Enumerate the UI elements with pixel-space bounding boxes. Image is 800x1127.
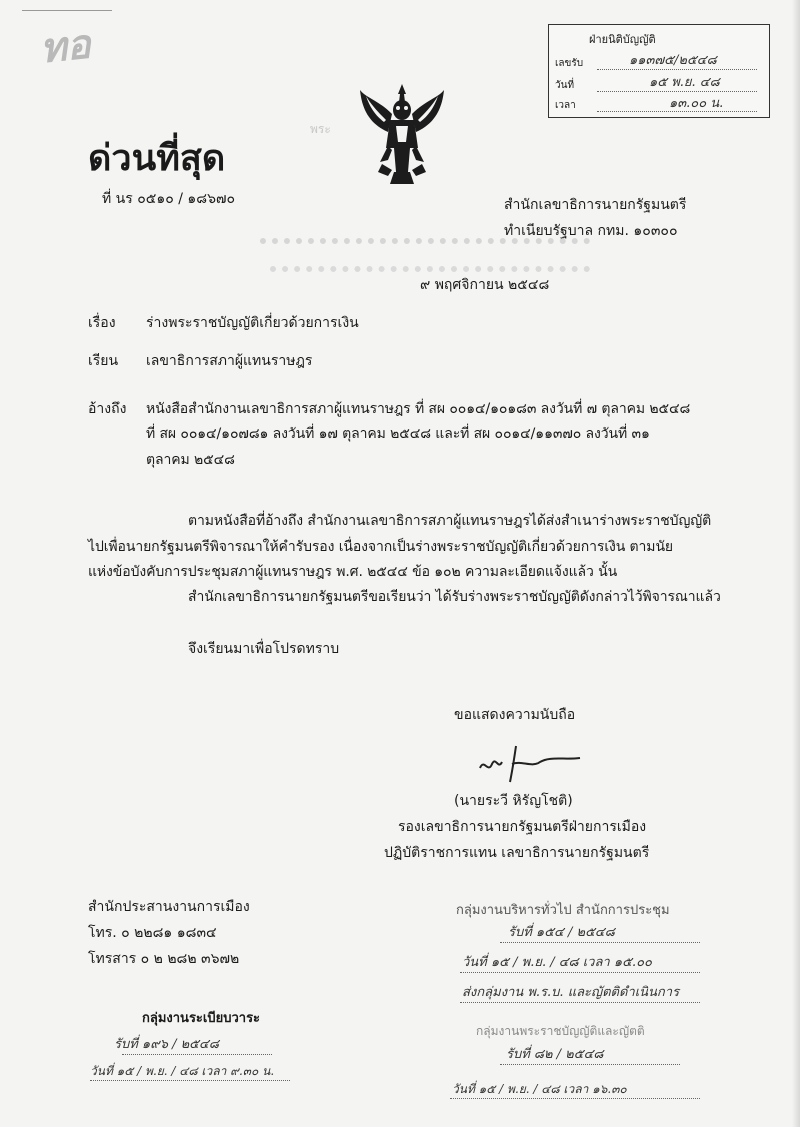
closing-phrase: ขอแสดงความนับถือ: [454, 707, 576, 723]
to-value: เลขาธิการสภาผู้แทนราษฎร: [146, 353, 313, 369]
receipt-stamp-title: ฝ่ายนิติบัญญัติ: [589, 33, 656, 46]
signatory-name: (นายระวี หิรัญโชติ): [454, 793, 573, 809]
urgency-label: ด่วนที่สุด: [88, 137, 226, 179]
stamp-bl-box: [92, 1010, 302, 1082]
stamp-br-title: กลุ่มงานบริหารทั่วไป สำนักการประชุม: [456, 903, 670, 918]
receipt-date-value: ๑๕ พ.ย. ๔๘: [649, 75, 720, 90]
body-line: ตามหนังสือที่อ้างถึง สำนักงานเลขาธิการสภาผู้แทนราษฎรได้ส่งสำเนาร่างพระราชบัญญัติ: [188, 513, 712, 529]
garuda-emblem: [358, 80, 446, 188]
subject-label: เรื่อง: [88, 315, 116, 331]
stamp-br-date: วันที่ ๑๕ / พ.ย. / ๔๘ เวลา ๑๕.๐๐: [462, 955, 652, 970]
receipt-time-value: ๑๓.๐๐ น.: [669, 96, 724, 111]
contact-phone: โทร. ๐ ๒๒๘๑ ๑๘๓๔: [88, 925, 217, 941]
closing-request: จึงเรียนมาเพื่อโปรดทราบ: [188, 641, 340, 657]
receipt-number-value: ๑๑๓๗๕/๒๕๔๘: [629, 53, 717, 68]
page-mark: ทอ: [37, 20, 93, 73]
contact-fax: โทรสาร ๐ ๒ ๒๘๒ ๓๖๗๒: [88, 951, 240, 967]
document-number: ที่ นร ๐๕๑๐ / ๑๘๖๗๐: [102, 191, 236, 207]
receipt-number-label: เลขรับ: [555, 58, 584, 69]
stamp-bl-date: วันที่ ๑๕ / พ.ย. / ๔๘ เวลา ๙.๓๐ น.: [90, 1064, 275, 1078]
stamp-br-received: รับที่ ๑๕๔ / ๒๕๔๘: [508, 925, 615, 940]
reference-line: หนังสือสำนักงานเลขาธิการสภาผู้แทนราษฎร ที่ สผ ๐๐๑๔/๑๐๑๘๓ ลงวันที่ ๗ ตุลาคม ๒๕๔๘: [146, 401, 691, 417]
reference-label: อ้างถึง: [88, 401, 127, 417]
receipt-stamp: [548, 24, 770, 118]
reference-line: ตุลาคม ๒๕๔๘: [146, 452, 235, 468]
stamp-br-unit2: กลุ่มงานพระราชบัญญัติและญัตติ: [476, 1024, 645, 1038]
sender-office: สำนักเลขาธิการนายกรัฐมนตรี: [504, 197, 687, 213]
receipt-time-label: เวลา: [555, 100, 576, 111]
body-line: แห่งข้อบังคับการประชุมสภาผู้แทนราษฎร พ.ศ. ๒๕๔๔ ข้อ ๑๐๒ ความละเอียดแจ้งแล้ว นั้น: [88, 564, 618, 580]
signatory-position: รองเลขาธิการนายกรัฐมนตรีฝ่ายการเมือง: [398, 819, 647, 835]
document-date: ๙ พฤศจิกายน ๒๕๔๘: [420, 277, 550, 293]
to-label: เรียน: [88, 353, 119, 369]
stamp-br-received2: รับที่ ๘๒ / ๒๕๔๘: [506, 1047, 604, 1062]
stamp-bl-received: รับที่ ๑๙๖ / ๒๕๔๘: [114, 1037, 219, 1052]
reference-line: ที่ สผ ๐๐๑๔/๑๐๗๘๑ ลงวันที่ ๑๗ ตุลาคม ๒๕๔๘ และที่ สผ ๐๐๑๔/๑๑๓๗๐ ลงวันที่ ๓๑: [146, 426, 650, 442]
signature: [476, 740, 586, 786]
sender-address: ทำเนียบรัฐบาล กทม. ๑๐๓๐๐: [504, 223, 678, 239]
signatory-acting: ปฏิบัติราชการแทน เลขาธิการนายกรัฐมนตรี: [384, 845, 650, 861]
stamp-bl-title: กลุ่มงานระเบียบวาระ: [142, 1011, 261, 1026]
body-line: สำนักเลขาธิการนายกรัฐมนตรีขอเรียนว่า ได้รับร่างพระราชบัญญัติดังกล่าวไว้พิจารณาแล้ว: [188, 589, 721, 605]
receipt-date-label: วันที่: [555, 80, 575, 91]
body-line: ไปเพื่อนายกรัฐมนตรีพิจารณาให้คำรับรอง เนื่องจากเป็นร่างพระราชบัญญัติเกี่ยวด้วยการเงิน ตามนัย: [88, 539, 674, 555]
subject-value: ร่างพระราชบัญญัติเกี่ยวด้วยการเงิน: [146, 315, 359, 331]
stamp-br-forward: ส่งกลุ่มงาน พ.ร.บ. และญัตติดำเนินการ: [462, 985, 680, 1000]
contact-unit: สำนักประสานงานการเมือง: [88, 899, 250, 915]
stamp-br-date2: วันที่ ๑๕ / พ.ย. / ๔๘ เวลา ๑๖.๓๐: [452, 1082, 627, 1096]
